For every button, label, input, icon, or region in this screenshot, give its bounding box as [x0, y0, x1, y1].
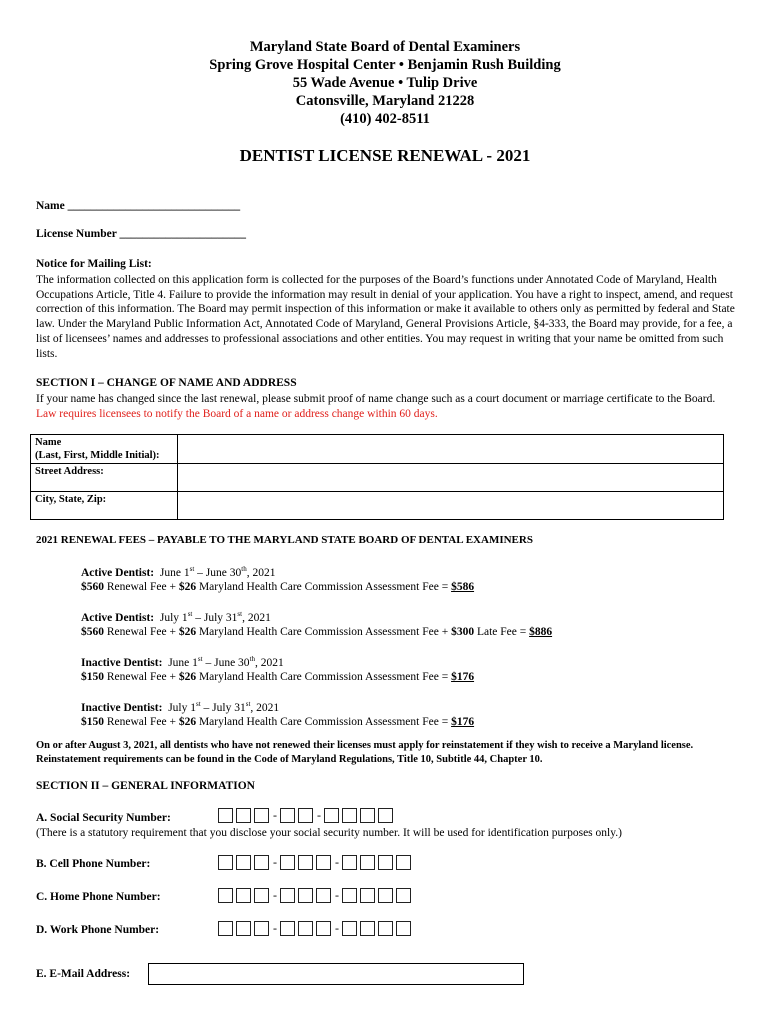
digit-box[interactable]	[378, 808, 393, 823]
work-phone-boxes[interactable]	[218, 921, 414, 936]
fee-total: $586	[451, 581, 475, 594]
digit-box[interactable]	[396, 921, 411, 936]
digit-box[interactable]	[298, 808, 313, 823]
ssn-boxes[interactable]	[218, 808, 396, 823]
digit-box[interactable]	[254, 855, 269, 870]
digit-box[interactable]	[378, 888, 393, 903]
digit-box[interactable]	[316, 855, 331, 870]
email-label: E. E-Mail Address:	[36, 968, 131, 980]
separator-dash: -	[273, 921, 277, 935]
cell-phone-label: B. Cell Phone Number:	[36, 858, 151, 870]
digit-box[interactable]	[316, 888, 331, 903]
digit-box[interactable]	[280, 888, 295, 903]
digit-box[interactable]	[316, 921, 331, 936]
digit-box[interactable]	[396, 888, 411, 903]
email-input[interactable]	[148, 963, 524, 985]
phone-line: (410) 402-8511	[340, 111, 430, 127]
digit-box[interactable]	[360, 921, 375, 936]
digit-box[interactable]	[236, 921, 251, 936]
section1-heading: SECTION I – CHANGE OF NAME AND ADDRESS	[36, 377, 297, 389]
digit-box[interactable]	[280, 855, 295, 870]
digit-box[interactable]	[324, 808, 339, 823]
home-phone-boxes[interactable]	[218, 888, 414, 903]
digit-box[interactable]	[298, 888, 313, 903]
digit-box[interactable]	[218, 921, 233, 936]
separator-dash: -	[273, 855, 277, 869]
digit-box[interactable]	[396, 855, 411, 870]
separator-dash: -	[335, 888, 339, 902]
street-row-input[interactable]	[178, 464, 724, 492]
digit-box[interactable]	[360, 808, 375, 823]
fee-total: $886	[529, 626, 553, 639]
name-row-label: Name (Last, First, Middle Initial):	[31, 435, 178, 464]
digit-box[interactable]	[378, 855, 393, 870]
fees-heading: 2021 RENEWAL FEES – PAYABLE TO THE MARYLAND STATE BOARD OF DENTAL EXAMINERS	[36, 534, 533, 546]
reinstatement-note: On or after August 3, 2021, all dentists who have not renewed their licenses must apply for reinstatement if they wish to receive a Maryland license. Reinstatement requirements can be found in the Code of Maryland Regulations, Title 10, Subtitle 44, Chapter 10.	[36, 740, 694, 765]
separator-dash: -	[335, 921, 339, 935]
street-row-label: Street Address:	[31, 464, 178, 492]
digit-box[interactable]	[378, 921, 393, 936]
digit-box[interactable]	[236, 888, 251, 903]
building-line: Spring Grove Hospital Center • Benjamin Rush Building	[209, 57, 561, 73]
work-phone-label: D. Work Phone Number:	[36, 924, 160, 936]
digit-box[interactable]	[218, 855, 233, 870]
name-row-input[interactable]	[178, 435, 724, 464]
fee-entry: Active Dentist: June 1st – June 30th, 2021 $560 Renewal Fee + $26 Maryland Health Care Commission Assessment Fee = $586	[81, 565, 475, 594]
section2-heading: SECTION II – GENERAL INFORMATION	[36, 780, 255, 792]
page-title: DENTIST LICENSE RENEWAL - 2021	[239, 146, 531, 165]
fee-entry: Active Dentist: July 1st – July 31st, 2021 $560 Renewal Fee + $26 Maryland Health Care Commission Assessment Fee + $300 Late Fee = $886	[81, 610, 553, 639]
section1-body	[36, 392, 736, 421]
separator-dash: -	[335, 855, 339, 869]
ssn-label: A. Social Security Number:	[36, 812, 171, 824]
digit-box[interactable]	[280, 921, 295, 936]
license-number-field[interactable]: License Number ______________________	[36, 228, 246, 240]
digit-box[interactable]	[254, 808, 269, 823]
notice-body: The information collected on this application form is collected for the purposes of the Board’s functions under Annotated Code of Maryland, Health Occupations Article, Title 4. Failure to provide the information may result in denial of your application. You have a right to inspect, amend, and request correction of this information. The Board may permit inspection of this information or make it available to others only as permitted by federal and State law. Under the Maryland Public Information Act, Annotated Code of Maryland, General Provisions Article, §4-333, the Board may provide, for a fee, a list of licensees’ names and addresses to professional associations and other entities. You may request in writing that your name be omitted from such lists.	[36, 274, 735, 360]
board-name: Maryland State Board of Dental Examiners	[249, 39, 521, 55]
fee-total: $176	[451, 716, 475, 729]
digit-box[interactable]	[342, 855, 357, 870]
separator-dash: -	[273, 808, 277, 822]
digit-box[interactable]	[236, 855, 251, 870]
street-line: 55 Wade Avenue • Tulip Drive	[292, 75, 478, 91]
city-row-label: City, State, Zip:	[31, 492, 178, 520]
separator-dash: -	[317, 808, 321, 822]
digit-box[interactable]	[254, 888, 269, 903]
fee-total: $176	[451, 671, 475, 684]
digit-box[interactable]	[298, 855, 313, 870]
digit-box[interactable]	[342, 808, 357, 823]
address-table	[30, 434, 724, 520]
notice-heading: Notice for Mailing List:	[36, 258, 152, 270]
digit-box[interactable]	[218, 808, 233, 823]
section1-red-warning: Law requires licensees to notify the Board of a name or address change within 60 days.	[36, 407, 438, 420]
digit-box[interactable]	[360, 888, 375, 903]
fee-entry: Inactive Dentist: June 1st – June 30th, 2021 $150 Renewal Fee + $26 Maryland Health Care Commission Assessment Fee = $176	[81, 655, 475, 684]
digit-box[interactable]	[280, 808, 295, 823]
ssn-note: (There is a statutory requirement that you disclose your social security number. It will be used for identification purposes only.)	[36, 827, 622, 839]
separator-dash: -	[273, 888, 277, 902]
name-field[interactable]: Name ______________________________	[36, 200, 241, 212]
home-phone-label: C. Home Phone Number:	[36, 891, 161, 903]
city-row-input[interactable]	[178, 492, 724, 520]
city-line: Catonsville, Maryland 21228	[295, 93, 475, 109]
cell-phone-boxes[interactable]	[218, 855, 414, 870]
digit-box[interactable]	[254, 921, 269, 936]
digit-box[interactable]	[236, 808, 251, 823]
section1-text: If your name has changed since the last renewal, please submit proof of name change such as a court document or marriage certificate to the Board.	[36, 393, 716, 405]
fee-entry: Inactive Dentist: July 1st – July 31st, 2021 $150 Renewal Fee + $26 Maryland Health Care Commission Assessment Fee = $176	[81, 700, 475, 729]
digit-box[interactable]	[342, 888, 357, 903]
digit-box[interactable]	[218, 888, 233, 903]
digit-box[interactable]	[298, 921, 313, 936]
digit-box[interactable]	[360, 855, 375, 870]
digit-box[interactable]	[342, 921, 357, 936]
